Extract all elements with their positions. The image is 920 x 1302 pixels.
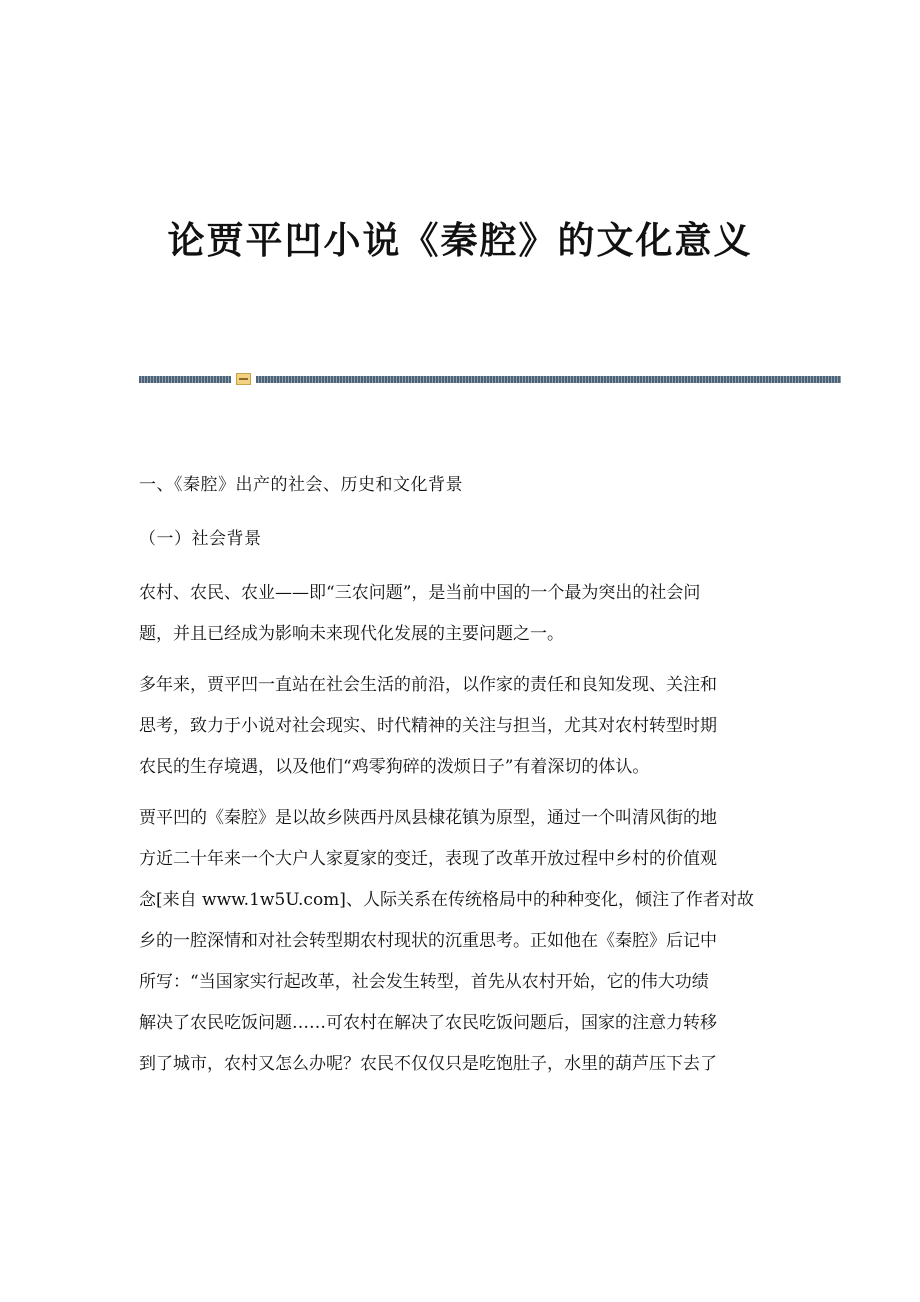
divider-emblem-icon <box>236 373 251 385</box>
title-divider <box>139 373 841 385</box>
divider-bar-right <box>256 376 841 383</box>
paragraph-line: 农民的生存境遇，以及他们“鸡零狗碎的泼烦日子”有着深切的体认。 <box>139 757 650 777</box>
paragraph-line: 所写：“当国家实行起改革，社会发生转型，首先从农村开始，它的伟大功绩 <box>139 972 709 992</box>
paragraph-line: 方近二十年来一个大户人家夏家的变迁，表现了改革开放过程中乡村的价值观 <box>139 849 717 869</box>
document-title: 论贾平凹小说《秦腔》的文化意义 <box>167 218 753 262</box>
paragraph-line: 多年来，贾平凹一直站在社会生活的前沿，以作家的责任和良知发现、关注和 <box>139 675 717 695</box>
paragraph <box>139 665 779 788</box>
divider-bar-left <box>139 376 231 383</box>
paragraph-line: 农村、农民、农业——即“三农问题”，是当前中国的一个最为突出的社会问 <box>139 583 701 603</box>
paragraph-line: 乡的一腔深情和对社会转型期农村现状的沉重思考。正如他在《秦腔》后记中 <box>139 931 717 951</box>
paragraph-line: 贾平凹的《秦腔》是以故乡陕西丹凤县棣花镇为原型，通过一个叫清风街的地 <box>139 808 717 828</box>
subsection-heading: （一）社会背景 <box>139 529 262 549</box>
paragraph-line: 题，并且已经成为影响未来现代化发展的主要问题之一。 <box>139 624 564 644</box>
paragraph <box>139 798 779 1085</box>
paragraph-line: 到了城市，农村又怎么办呢？农民不仅仅只是吃饱肚子，水里的葫芦压下去了 <box>139 1054 717 1074</box>
paragraph-line: 念[来自 www.1w5U.com]、人际关系在传统格局中的种种变化，倾注了作者对故 <box>139 890 754 910</box>
section-heading: 一、《秦腔》出产的社会、历史和文化背景 <box>139 475 463 495</box>
document-body <box>139 465 779 1095</box>
paragraph-line: 解决了农民吃饭问题……可农村在解决了农民吃饭问题后，国家的注意力转移 <box>139 1013 717 1033</box>
paragraph <box>139 573 779 655</box>
paragraph-line: 思考，致力于小说对社会现实、时代精神的关注与担当，尤其对农村转型时期 <box>139 716 717 736</box>
